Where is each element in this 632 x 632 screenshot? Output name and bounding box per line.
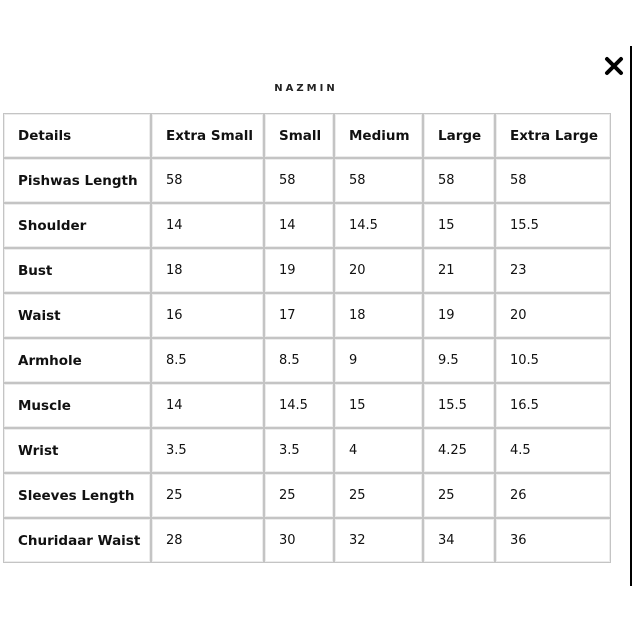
table-cell: 25 [264, 473, 334, 518]
column-header: Extra Small [151, 113, 264, 158]
table-row [3, 518, 611, 563]
table-cell: 19 [423, 293, 495, 338]
table-row [3, 428, 611, 473]
table-cell: 9.5 [423, 338, 495, 383]
table-cell: 9 [334, 338, 423, 383]
table-cell: 14 [151, 203, 264, 248]
column-header: Large [423, 113, 495, 158]
table-row [3, 383, 611, 428]
table-cell: 18 [334, 293, 423, 338]
table-header-row [3, 113, 611, 158]
table-cell: 15.5 [423, 383, 495, 428]
table-cell: 14.5 [264, 383, 334, 428]
table-cell: 15 [423, 203, 495, 248]
table-body [3, 158, 611, 563]
table-row [3, 203, 611, 248]
table-cell: 25 [334, 473, 423, 518]
column-header: Extra Large [495, 113, 611, 158]
row-label: Pishwas Length [3, 158, 151, 203]
row-label: Churidaar Waist [3, 518, 151, 563]
table-cell: 25 [423, 473, 495, 518]
table-row [3, 293, 611, 338]
table-cell: 17 [264, 293, 334, 338]
table-cell: 4 [334, 428, 423, 473]
table-cell: 16.5 [495, 383, 611, 428]
table-row [3, 248, 611, 293]
table-cell: 3.5 [151, 428, 264, 473]
table-cell: 30 [264, 518, 334, 563]
table-cell: 58 [495, 158, 611, 203]
table-cell: 25 [151, 473, 264, 518]
column-header: Details [3, 113, 151, 158]
row-label: Muscle [3, 383, 151, 428]
table-cell: 32 [334, 518, 423, 563]
close-icon[interactable] [603, 55, 625, 77]
table-cell: 18 [151, 248, 264, 293]
row-label: Wrist [3, 428, 151, 473]
table-cell: 14 [151, 383, 264, 428]
table-cell: 28 [151, 518, 264, 563]
table-cell: 58 [264, 158, 334, 203]
row-label: Bust [3, 248, 151, 293]
table-cell: 14.5 [334, 203, 423, 248]
table-row [3, 338, 611, 383]
table-cell: 19 [264, 248, 334, 293]
table-cell: 21 [423, 248, 495, 293]
table-cell: 23 [495, 248, 611, 293]
table-cell: 20 [334, 248, 423, 293]
table-cell: 16 [151, 293, 264, 338]
table-cell: 58 [423, 158, 495, 203]
brand-title: NAZMIN [274, 83, 338, 94]
table-cell: 10.5 [495, 338, 611, 383]
table-cell: 15 [334, 383, 423, 428]
table-cell: 15.5 [495, 203, 611, 248]
row-label: Sleeves Length [3, 473, 151, 518]
table-cell: 14 [264, 203, 334, 248]
table-cell: 8.5 [151, 338, 264, 383]
table-cell: 4.25 [423, 428, 495, 473]
table-cell: 36 [495, 518, 611, 563]
table-cell: 20 [495, 293, 611, 338]
row-label: Shoulder [3, 203, 151, 248]
table-cell: 34 [423, 518, 495, 563]
table-row [3, 473, 611, 518]
table-cell: 4.5 [495, 428, 611, 473]
row-label: Waist [3, 293, 151, 338]
size-chart-table [3, 113, 611, 563]
row-label: Armhole [3, 338, 151, 383]
table-cell: 26 [495, 473, 611, 518]
table-cell: 8.5 [264, 338, 334, 383]
table-row [3, 158, 611, 203]
table-cell: 58 [334, 158, 423, 203]
column-header: Medium [334, 113, 423, 158]
column-header: Small [264, 113, 334, 158]
table-cell: 3.5 [264, 428, 334, 473]
table-cell: 58 [151, 158, 264, 203]
